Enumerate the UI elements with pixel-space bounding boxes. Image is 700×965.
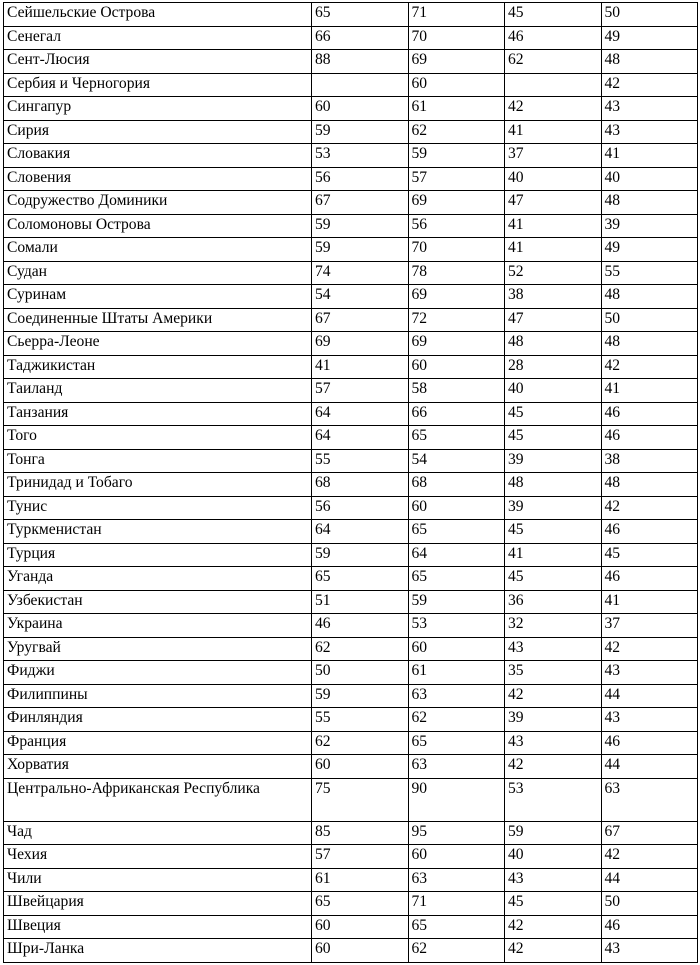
- value-cell-2: 65: [408, 520, 505, 544]
- value-cell-4: 48: [601, 50, 698, 74]
- value-cell-4: 49: [601, 26, 698, 50]
- country-name-cell: Сенегал: [4, 26, 312, 50]
- country-name-cell: Швейцария: [4, 892, 312, 916]
- table-row: [4, 915, 698, 939]
- value-cell-4: 42: [601, 637, 698, 661]
- table-row: [4, 637, 698, 661]
- value-cell-2: 95: [408, 821, 505, 845]
- country-name-cell: Чехия: [4, 845, 312, 869]
- table-row: [4, 379, 698, 403]
- value-cell-2: 70: [408, 26, 505, 50]
- value-cell-1: 61: [312, 868, 409, 892]
- value-cell-1: 65: [312, 3, 409, 27]
- table-row: [4, 520, 698, 544]
- value-cell-4: 46: [601, 567, 698, 591]
- value-cell-1: 59: [312, 214, 409, 238]
- country-name-cell: Шри-Ланка: [4, 939, 312, 963]
- table-body: [4, 3, 698, 963]
- value-cell-1: 46: [312, 614, 409, 638]
- table-row: [4, 355, 698, 379]
- country-name-cell: Филиппины: [4, 684, 312, 708]
- table-row: [4, 308, 698, 332]
- country-name-cell: Суринам: [4, 285, 312, 309]
- value-cell-4: 46: [601, 520, 698, 544]
- value-cell-1: 75: [312, 778, 409, 821]
- table-row: [4, 473, 698, 497]
- value-cell-2: 63: [408, 755, 505, 779]
- table-row: [4, 73, 698, 97]
- table-row: [4, 868, 698, 892]
- country-name-cell: Содружество Доминики: [4, 191, 312, 215]
- value-cell-4: 55: [601, 261, 698, 285]
- value-cell-1: 69: [312, 332, 409, 356]
- table-row: [4, 892, 698, 916]
- value-cell-2: 63: [408, 868, 505, 892]
- country-name-cell: Таджикистан: [4, 355, 312, 379]
- value-cell-1: 53: [312, 144, 409, 168]
- value-cell-3: 53: [505, 778, 602, 821]
- table-row: [4, 214, 698, 238]
- value-cell-2: 65: [408, 567, 505, 591]
- value-cell-2: 58: [408, 379, 505, 403]
- value-cell-4: 38: [601, 449, 698, 473]
- value-cell-3: 42: [505, 684, 602, 708]
- value-cell-4: 40: [601, 167, 698, 191]
- country-name-cell: Чад: [4, 821, 312, 845]
- table-row: [4, 661, 698, 685]
- value-cell-4: 45: [601, 543, 698, 567]
- value-cell-4: 43: [601, 97, 698, 121]
- value-cell-1: 67: [312, 308, 409, 332]
- value-cell-4: 63: [601, 778, 698, 821]
- value-cell-3: 39: [505, 449, 602, 473]
- value-cell-3: 32: [505, 614, 602, 638]
- value-cell-1: 64: [312, 426, 409, 450]
- table-row: [4, 939, 698, 963]
- table-row: [4, 120, 698, 144]
- country-name-cell: Соединенные Штаты Америки: [4, 308, 312, 332]
- value-cell-4: 42: [601, 73, 698, 97]
- value-cell-4: 39: [601, 214, 698, 238]
- table-row: [4, 567, 698, 591]
- value-cell-4: 44: [601, 755, 698, 779]
- value-cell-3: 39: [505, 496, 602, 520]
- value-cell-4: 46: [601, 731, 698, 755]
- value-cell-1: 59: [312, 120, 409, 144]
- value-cell-4: 48: [601, 191, 698, 215]
- country-name-cell: Турция: [4, 543, 312, 567]
- value-cell-1: 60: [312, 939, 409, 963]
- value-cell-2: 61: [408, 661, 505, 685]
- value-cell-4: 42: [601, 355, 698, 379]
- country-name-cell: Танзания: [4, 402, 312, 426]
- value-cell-4: 37: [601, 614, 698, 638]
- value-cell-3: 28: [505, 355, 602, 379]
- value-cell-1: 56: [312, 496, 409, 520]
- value-cell-1: 62: [312, 731, 409, 755]
- value-cell-1: 65: [312, 892, 409, 916]
- value-cell-2: 53: [408, 614, 505, 638]
- value-cell-2: 69: [408, 50, 505, 74]
- value-cell-4: 49: [601, 238, 698, 262]
- country-name-cell: Уганда: [4, 567, 312, 591]
- country-name-cell: Словакия: [4, 144, 312, 168]
- value-cell-1: 57: [312, 845, 409, 869]
- value-cell-2: 59: [408, 590, 505, 614]
- value-cell-2: 60: [408, 637, 505, 661]
- value-cell-2: 63: [408, 684, 505, 708]
- value-cell-3: 45: [505, 892, 602, 916]
- value-cell-3: 40: [505, 845, 602, 869]
- table-row: [4, 191, 698, 215]
- table-row: [4, 97, 698, 121]
- value-cell-2: 65: [408, 426, 505, 450]
- country-name-cell: Фиджи: [4, 661, 312, 685]
- value-cell-3: 41: [505, 543, 602, 567]
- value-cell-2: 69: [408, 285, 505, 309]
- value-cell-2: 65: [408, 915, 505, 939]
- value-cell-4: 42: [601, 845, 698, 869]
- value-cell-1: 85: [312, 821, 409, 845]
- value-cell-1: 67: [312, 191, 409, 215]
- value-cell-1: 41: [312, 355, 409, 379]
- value-cell-4: 43: [601, 708, 698, 732]
- value-cell-1: 59: [312, 238, 409, 262]
- value-cell-4: 46: [601, 402, 698, 426]
- value-cell-1: 68: [312, 473, 409, 497]
- table-row: [4, 845, 698, 869]
- value-cell-3: 42: [505, 755, 602, 779]
- value-cell-1: 64: [312, 402, 409, 426]
- value-cell-4: 48: [601, 473, 698, 497]
- value-cell-3: 35: [505, 661, 602, 685]
- value-cell-1: 62: [312, 637, 409, 661]
- value-cell-2: 60: [408, 845, 505, 869]
- value-cell-4: 46: [601, 426, 698, 450]
- value-cell-1: [312, 73, 409, 97]
- value-cell-1: 55: [312, 449, 409, 473]
- country-name-cell: Тонга: [4, 449, 312, 473]
- value-cell-3: 38: [505, 285, 602, 309]
- country-name-cell: Финляндия: [4, 708, 312, 732]
- value-cell-2: 64: [408, 543, 505, 567]
- country-name-cell: Франция: [4, 731, 312, 755]
- value-cell-3: 41: [505, 120, 602, 144]
- value-cell-3: 62: [505, 50, 602, 74]
- value-cell-2: 71: [408, 892, 505, 916]
- country-name-cell: Тунис: [4, 496, 312, 520]
- value-cell-3: 47: [505, 308, 602, 332]
- country-name-cell: Украина: [4, 614, 312, 638]
- value-cell-3: 45: [505, 520, 602, 544]
- value-cell-3: 52: [505, 261, 602, 285]
- country-data-table: [3, 2, 698, 963]
- value-cell-1: 51: [312, 590, 409, 614]
- table-row: [4, 708, 698, 732]
- table-row: [4, 261, 698, 285]
- value-cell-1: 60: [312, 755, 409, 779]
- value-cell-1: 59: [312, 543, 409, 567]
- table-row: [4, 426, 698, 450]
- value-cell-2: 59: [408, 144, 505, 168]
- country-name-cell: Тринидад и Тобаго: [4, 473, 312, 497]
- value-cell-4: 41: [601, 379, 698, 403]
- country-name-cell: Словения: [4, 167, 312, 191]
- value-cell-1: 59: [312, 684, 409, 708]
- value-cell-1: 64: [312, 520, 409, 544]
- value-cell-4: 50: [601, 308, 698, 332]
- country-name-cell: Узбекистан: [4, 590, 312, 614]
- value-cell-2: 60: [408, 355, 505, 379]
- country-name-cell: Соломоновы Острова: [4, 214, 312, 238]
- value-cell-4: 50: [601, 892, 698, 916]
- value-cell-4: 46: [601, 915, 698, 939]
- value-cell-1: 65: [312, 567, 409, 591]
- country-name-cell: Центрально-Африканская Республика: [4, 778, 312, 821]
- value-cell-1: 57: [312, 379, 409, 403]
- value-cell-2: 62: [408, 939, 505, 963]
- value-cell-1: 60: [312, 915, 409, 939]
- table-row: [4, 543, 698, 567]
- table-row: [4, 50, 698, 74]
- value-cell-3: 59: [505, 821, 602, 845]
- value-cell-3: 37: [505, 144, 602, 168]
- value-cell-3: 42: [505, 97, 602, 121]
- value-cell-3: 43: [505, 731, 602, 755]
- value-cell-2: 78: [408, 261, 505, 285]
- table-row: [4, 449, 698, 473]
- table-row: [4, 26, 698, 50]
- country-name-cell: Таиланд: [4, 379, 312, 403]
- country-name-cell: Сербия и Черногория: [4, 73, 312, 97]
- value-cell-1: 88: [312, 50, 409, 74]
- table-row: [4, 144, 698, 168]
- value-cell-3: 48: [505, 332, 602, 356]
- value-cell-2: 69: [408, 191, 505, 215]
- table-row: [4, 238, 698, 262]
- value-cell-2: 72: [408, 308, 505, 332]
- country-name-cell: Того: [4, 426, 312, 450]
- value-cell-3: 46: [505, 26, 602, 50]
- country-name-cell: Швеция: [4, 915, 312, 939]
- value-cell-3: 40: [505, 379, 602, 403]
- value-cell-4: 44: [601, 868, 698, 892]
- value-cell-4: 43: [601, 939, 698, 963]
- value-cell-3: 45: [505, 3, 602, 27]
- value-cell-2: 68: [408, 473, 505, 497]
- value-cell-3: 48: [505, 473, 602, 497]
- table-row: [4, 821, 698, 845]
- table-row: [4, 3, 698, 27]
- value-cell-2: 60: [408, 496, 505, 520]
- value-cell-4: 44: [601, 684, 698, 708]
- table-row: [4, 755, 698, 779]
- table-row: [4, 167, 698, 191]
- value-cell-4: 42: [601, 496, 698, 520]
- value-cell-2: 54: [408, 449, 505, 473]
- value-cell-3: 47: [505, 191, 602, 215]
- country-name-cell: Сент-Люсия: [4, 50, 312, 74]
- table-row: [4, 614, 698, 638]
- value-cell-2: 69: [408, 332, 505, 356]
- country-name-cell: Сьерра-Леоне: [4, 332, 312, 356]
- value-cell-4: 43: [601, 661, 698, 685]
- table-row: [4, 402, 698, 426]
- value-cell-1: 74: [312, 261, 409, 285]
- value-cell-3: 39: [505, 708, 602, 732]
- value-cell-4: 48: [601, 285, 698, 309]
- value-cell-3: 45: [505, 426, 602, 450]
- value-cell-1: 66: [312, 26, 409, 50]
- value-cell-3: [505, 73, 602, 97]
- value-cell-3: 43: [505, 637, 602, 661]
- value-cell-4: 43: [601, 120, 698, 144]
- value-cell-1: 60: [312, 97, 409, 121]
- value-cell-2: 62: [408, 708, 505, 732]
- country-name-cell: Сейшельские Острова: [4, 3, 312, 27]
- table-row: [4, 731, 698, 755]
- country-name-cell: Сомали: [4, 238, 312, 262]
- value-cell-2: 71: [408, 3, 505, 27]
- table-row: [4, 590, 698, 614]
- country-name-cell: Туркменистан: [4, 520, 312, 544]
- value-cell-3: 45: [505, 567, 602, 591]
- value-cell-4: 41: [601, 144, 698, 168]
- country-name-cell: Сирия: [4, 120, 312, 144]
- value-cell-4: 50: [601, 3, 698, 27]
- value-cell-3: 36: [505, 590, 602, 614]
- value-cell-2: 65: [408, 731, 505, 755]
- value-cell-3: 42: [505, 939, 602, 963]
- value-cell-2: 62: [408, 120, 505, 144]
- value-cell-1: 50: [312, 661, 409, 685]
- value-cell-3: 41: [505, 214, 602, 238]
- value-cell-3: 43: [505, 868, 602, 892]
- table-row: [4, 332, 698, 356]
- value-cell-2: 57: [408, 167, 505, 191]
- value-cell-3: 41: [505, 238, 602, 262]
- table-row: [4, 496, 698, 520]
- value-cell-1: 56: [312, 167, 409, 191]
- value-cell-1: 54: [312, 285, 409, 309]
- value-cell-1: 55: [312, 708, 409, 732]
- value-cell-2: 61: [408, 97, 505, 121]
- table-row: [4, 285, 698, 309]
- value-cell-2: 70: [408, 238, 505, 262]
- country-name-cell: Судан: [4, 261, 312, 285]
- value-cell-2: 56: [408, 214, 505, 238]
- country-name-cell: Сингапур: [4, 97, 312, 121]
- country-name-cell: Уругвай: [4, 637, 312, 661]
- table-row: [4, 684, 698, 708]
- value-cell-2: 60: [408, 73, 505, 97]
- value-cell-3: 40: [505, 167, 602, 191]
- table-row: [4, 778, 698, 821]
- value-cell-2: 66: [408, 402, 505, 426]
- country-name-cell: Хорватия: [4, 755, 312, 779]
- value-cell-3: 42: [505, 915, 602, 939]
- value-cell-3: 45: [505, 402, 602, 426]
- value-cell-4: 67: [601, 821, 698, 845]
- value-cell-2: 90: [408, 778, 505, 821]
- value-cell-4: 48: [601, 332, 698, 356]
- value-cell-4: 41: [601, 590, 698, 614]
- country-name-cell: Чили: [4, 868, 312, 892]
